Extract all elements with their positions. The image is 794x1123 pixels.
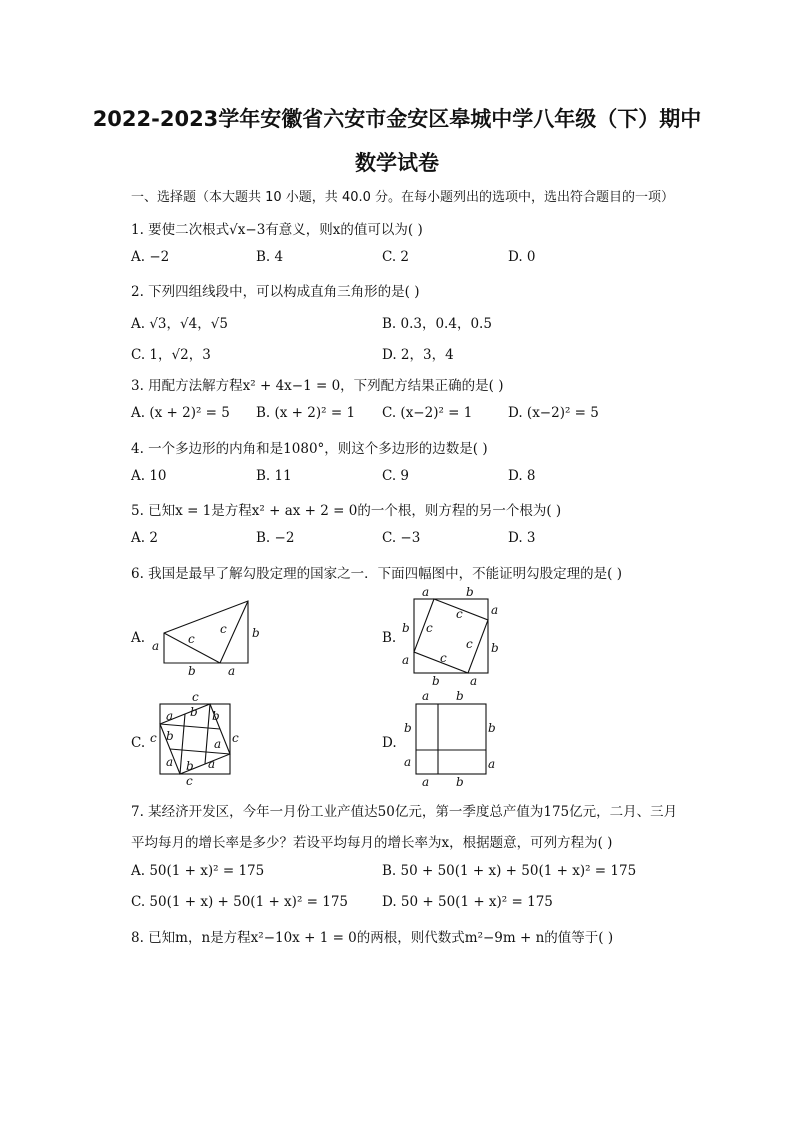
figure-a-label-b2: b (252, 626, 260, 640)
figure-c-label-a2: a (214, 737, 222, 751)
question-3-option-b: B. (x + 2)² = 1 (256, 405, 356, 421)
figure-b-label-a-left: a (402, 653, 410, 667)
question-3-stem: 3. 用配方法解方程x² + 4x−1 = 0，下列配方结果正确的是( ) (131, 378, 504, 394)
figure-a-label-a: a (152, 639, 160, 653)
page-title: 2022-2023学年安徽省六安市金安区皋城中学八年级（下）期中 (92, 107, 702, 131)
figure-d-label-b-bottom: b (456, 775, 464, 789)
question-1-option-b: B. 4 (256, 249, 284, 265)
figure-d-label-a-left: a (404, 755, 412, 769)
question-5-option-a: A. 2 (131, 530, 158, 546)
question-2-option-d: D. 2，3，4 (382, 347, 454, 363)
figure-c-label-c-top: c (192, 690, 199, 704)
question-2-option-a: A. √3，√4，√5 (131, 316, 228, 332)
question-4-option-c: C. 9 (382, 468, 410, 484)
figure-b-label-b-bottom: b (432, 674, 440, 688)
figure-d-label-b-left: b (404, 721, 412, 735)
figure-c-square (146, 688, 246, 788)
question-3-option-a: A. (x + 2)² = 5 (131, 405, 230, 421)
figure-d-square (398, 688, 502, 792)
figure-b-label-b-right: b (491, 641, 499, 655)
figure-c-label-a3: a (166, 755, 174, 769)
figure-d-label-a-top: a (422, 689, 430, 703)
figure-d-label-a-bottom: a (422, 775, 430, 789)
figure-b-label-b-left: b (402, 621, 410, 635)
figure-b-label-a-bottom: a (470, 674, 478, 688)
question-4-stem: 4. 一个多边形的内角和是1080°，则这个多边形的边数是( ) (131, 441, 488, 457)
question-2-option-c: C. 1，√2，3 (131, 347, 211, 363)
question-1-option-a: A. −2 (131, 249, 170, 265)
question-6-option-b: B. (382, 630, 397, 646)
question-4-option-a: A. 10 (131, 468, 167, 484)
question-4-option-d: D. 8 (508, 468, 536, 484)
question-6-option-c: C. (131, 735, 146, 751)
figure-b-label-b-top: b (466, 585, 474, 599)
figure-b-label-c3: c (466, 637, 473, 651)
figure-c-label-c-right: c (232, 731, 239, 745)
question-5-option-b: B. −2 (256, 530, 295, 546)
question-7-option-c: C. 50(1 + x) + 50(1 + x)² = 175 (131, 894, 349, 910)
figure-c-label-a1: a (166, 709, 174, 723)
page-subtitle: 数学试卷 (355, 151, 439, 175)
figure-a-label-a2: a (228, 664, 236, 675)
question-1-option-c: C. 2 (382, 249, 410, 265)
figure-d-label-b-top: b (456, 689, 464, 703)
figure-c-label-b1: b (190, 705, 198, 719)
question-2-stem: 2. 下列四组线段中，可以构成直角三角形的是( ) (131, 284, 420, 300)
figure-c-label-b3: b (166, 729, 174, 743)
figure-b-label-c1: c (426, 621, 433, 635)
question-4-option-b: B. 11 (256, 468, 292, 484)
question-5-option-c: C. −3 (382, 530, 421, 546)
section-heading: 一、选择题（本大题共 10 小题，共 40.0 分。在每小题列出的选项中，选出符合题目的一项） (131, 190, 675, 205)
question-5-option-d: D. 3 (508, 530, 536, 546)
question-6-option-a: A. (131, 630, 146, 646)
figure-b-label-a-top: a (422, 585, 430, 599)
figure-a-label-c2: c (220, 622, 227, 636)
figure-b-square (396, 584, 506, 688)
question-7-stem-line1: 7. 某经济开发区，今年一月份工业产值达50亿元，第一季度总产值为175亿元，二月、三月 (131, 804, 678, 820)
figure-a-label-b: b (188, 664, 196, 675)
figure-b-label-c4: c (440, 651, 447, 665)
question-6-stem: 6. 我国是最早了解勾股定理的国家之一．下面四幅图中，不能证明勾股定理的是( ) (131, 566, 622, 582)
question-7-option-b: B. 50 + 50(1 + x) + 50(1 + x)² = 175 (382, 863, 637, 879)
question-8-stem: 8. 已知m，n是方程x²−10x + 1 = 0的两根，则代数式m²−9m + n的值等于( ) (131, 930, 614, 946)
figure-b-label-a-right: a (491, 603, 499, 617)
figure-d-label-a-right: a (488, 757, 496, 771)
question-1-stem: 1. 要使二次根式√x−3有意义，则x的值可以为( ) (131, 222, 423, 238)
figure-c-label-c-bottom: c (186, 774, 193, 788)
question-7-option-d: D. 50 + 50(1 + x)² = 175 (382, 894, 553, 910)
figure-c-label-c-left: c (150, 731, 157, 745)
question-3-option-d: D. (x−2)² = 5 (508, 405, 599, 421)
figure-c-label-a4: a (208, 757, 216, 771)
figure-c-label-b2: b (212, 709, 220, 723)
question-1-option-d: D. 0 (508, 249, 536, 265)
question-5-stem: 5. 已知x = 1是方程x² + ax + 2 = 0的一个根，则方程的另一个根为( ) (131, 503, 562, 519)
question-7-option-a: A. 50(1 + x)² = 175 (131, 863, 265, 879)
question-7-stem-line2: 平均每月的增长率是多少？若设平均每月的增长率为x，根据题意，可列方程为( ) (131, 835, 613, 851)
question-6-option-d: D. (382, 735, 397, 751)
figure-a-label-c: c (188, 632, 195, 646)
figure-a-trapezoid (148, 595, 268, 675)
question-2-option-b: B. 0.3，0.4，0.5 (382, 316, 492, 332)
figure-c-label-b4: b (186, 759, 194, 773)
figure-d-label-b-right: b (488, 721, 496, 735)
figure-b-label-c2: c (456, 607, 463, 621)
question-3-option-c: C. (x−2)² = 1 (382, 405, 473, 421)
